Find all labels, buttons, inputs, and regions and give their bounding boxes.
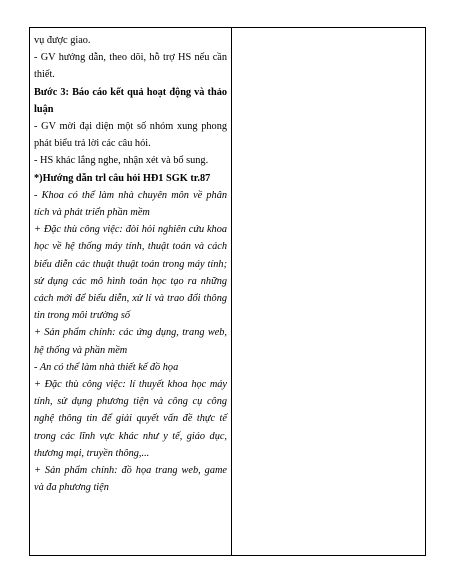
- paragraph: - Khoa có thể làm nhà chuyên môn về phân tích và phát triển phần mềm: [34, 189, 227, 219]
- paragraph: + Đặc thù công việc: đòi hỏi nghiên cứu khoa học về hệ thống máy tính, thuật toán và cách biểu diễn các thuật thuật toán trong máy tính; sử dụng các mô hình toán học tạo ra những cách mới để biểu diễn, xử lí và trao đổi thông tin trong môi trường số: [34, 224, 227, 322]
- section-heading: *)Hướng dẫn trl câu hỏi HĐ1 SGK tr.87: [34, 172, 211, 184]
- content-cell: [232, 28, 426, 556]
- paragraph: - GV mời đại diện một số nhóm xung phong phát biểu trả lời các câu hỏi.: [34, 121, 227, 150]
- paragraph: - GV hướng dẫn, theo dõi, hỗ trợ HS nếu cần thiết.: [34, 52, 227, 81]
- lesson-plan-table: [29, 27, 426, 556]
- paragraph: - HS khác lắng nghe, nhận xét và bổ sung.: [34, 155, 209, 167]
- paragraph: + Đặc thù công việc: lí thuyết khoa học máy tính, sử dụng phương tiện và công cụ công nghệ thông tin để giải quyết vấn đề thực tế trong các lĩnh vực khác như y tế, giáo dục, thương mại, truyền thông,...: [34, 379, 227, 459]
- activity-cell-content: [30, 28, 231, 555]
- paragraph: + Sản phẩm chính: các ứng dụng, trang web, hệ thống và phần mềm: [34, 327, 227, 356]
- paragraph: - An có thể làm nhà thiết kế đồ họa: [34, 361, 179, 373]
- table-row: [30, 28, 426, 556]
- content-cell-body: [232, 28, 425, 555]
- paragraph: + Sản phẩm chính: đồ họa trang web, game và đa phương tiện: [34, 465, 227, 494]
- activity-cell: [30, 28, 232, 556]
- paragraph: vụ được giao.: [34, 35, 91, 46]
- section-heading: Bước 3: Báo cáo kết quả hoạt động và thảo luận: [34, 86, 227, 115]
